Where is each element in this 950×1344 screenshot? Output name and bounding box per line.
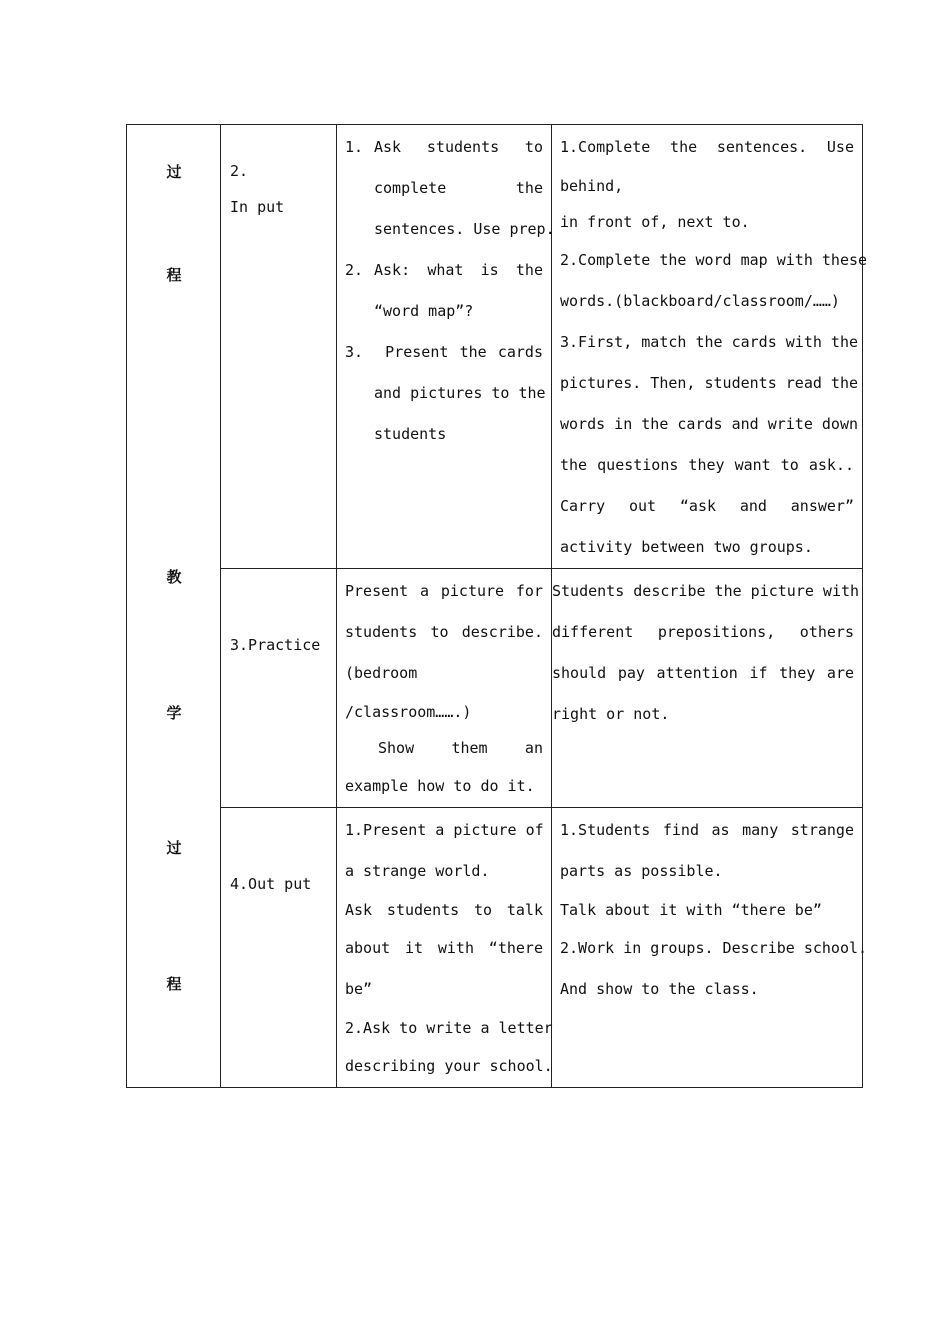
side-char: 程 bbox=[166, 266, 182, 284]
text-line: (bedroom bbox=[345, 664, 418, 682]
item-number: 1. bbox=[345, 138, 364, 156]
stage-cell bbox=[221, 808, 337, 1088]
text-line: 2.Ask to write a letter bbox=[345, 1019, 553, 1037]
stage-number: 2. bbox=[230, 162, 249, 180]
text-line: And show to the class. bbox=[560, 980, 759, 998]
text-line: words.(blackboard/classroom/……) bbox=[560, 292, 840, 310]
student-activity-cell bbox=[552, 569, 863, 808]
stage-label bbox=[221, 808, 336, 902]
side-char: 过 bbox=[166, 163, 182, 181]
text-line: Ask: what is the bbox=[374, 261, 543, 279]
side-char: 过 bbox=[166, 839, 182, 857]
text-line: 1.Complete the sentences. Use bbox=[560, 138, 854, 156]
text-line: 1.Students find as many strange bbox=[560, 821, 854, 839]
text-line: Ask students to talk bbox=[345, 901, 543, 919]
list-item bbox=[345, 127, 555, 250]
stage-label bbox=[221, 125, 336, 225]
text-line: activity between two groups. bbox=[560, 538, 813, 556]
text-line: Talk about it with “there be” bbox=[560, 901, 822, 919]
text-line: /classroom…….) bbox=[345, 703, 472, 721]
text-line: different prepositions, others bbox=[552, 623, 854, 641]
text-line: the questions they want to ask.. bbox=[560, 456, 854, 474]
lesson-plan-table bbox=[126, 124, 868, 1088]
side-label-cell bbox=[127, 125, 221, 1088]
side-char: 程 bbox=[166, 975, 182, 993]
text-line: complete the bbox=[374, 179, 543, 197]
text-line: “word map”? bbox=[374, 302, 474, 320]
list-item bbox=[345, 332, 546, 455]
stage-name: 3.Practice bbox=[230, 636, 321, 654]
text-line: parts as possible. bbox=[560, 862, 723, 880]
teacher-activity-cell bbox=[337, 569, 552, 808]
text-line: should pay attention if they are bbox=[552, 664, 854, 682]
text-line: 3.First, match the cards with the bbox=[560, 333, 859, 351]
text-line: Present a picture for bbox=[345, 582, 543, 600]
table-row-output bbox=[127, 808, 863, 1088]
text-line: 1.Present a picture of bbox=[345, 821, 544, 839]
text-line: right or not. bbox=[552, 705, 670, 723]
stage-cell bbox=[221, 569, 337, 808]
text-line: behind, bbox=[560, 177, 624, 195]
text-line: in front of, next to. bbox=[560, 213, 750, 231]
table-row-input bbox=[127, 125, 863, 569]
text-line: Show them an bbox=[378, 739, 543, 757]
text-line: Carry out “ask and answer” bbox=[560, 497, 854, 515]
student-activity-cell bbox=[552, 125, 868, 569]
item-number: 3. bbox=[345, 343, 364, 361]
student-activity bbox=[552, 569, 862, 735]
teacher-activity bbox=[337, 569, 551, 807]
text-line: pictures. Then, students read the bbox=[560, 374, 859, 392]
stage-name: In put bbox=[230, 198, 285, 216]
list-item bbox=[345, 250, 543, 332]
stage-label bbox=[221, 569, 336, 663]
text-line: Ask students to bbox=[374, 138, 543, 156]
text-line: describing your school. bbox=[345, 1057, 553, 1075]
teacher-activity-cell bbox=[337, 808, 552, 1088]
stage-cell bbox=[221, 125, 337, 569]
student-activity bbox=[552, 125, 868, 568]
text-line: sentences. Use prep. bbox=[374, 220, 555, 238]
student-activity-cell bbox=[552, 808, 868, 1088]
teacher-activity bbox=[337, 808, 551, 1087]
text-line: about it with “there bbox=[345, 939, 543, 957]
text-line: and pictures to the bbox=[374, 384, 546, 402]
text-line: Present the cards bbox=[374, 343, 543, 361]
text-line: be” bbox=[345, 980, 373, 998]
text-line: Students describe the picture with bbox=[552, 582, 860, 600]
stage-name: 4.Out put bbox=[230, 875, 312, 893]
text-line: students to describe. bbox=[345, 623, 543, 641]
teacher-activity bbox=[337, 125, 555, 455]
student-activity bbox=[552, 808, 868, 1010]
table-row-practice bbox=[127, 569, 863, 808]
text-line: a strange world. bbox=[345, 862, 490, 880]
text-line: 2.Work in groups. Describe school. bbox=[560, 939, 868, 957]
side-char: 教 bbox=[166, 568, 182, 586]
text-line: students bbox=[374, 425, 447, 443]
text-line: 2.Complete the word map with these bbox=[560, 251, 868, 269]
text-line: example how to do it. bbox=[345, 777, 535, 795]
text-line: words in the cards and write down bbox=[560, 415, 859, 433]
side-char: 学 bbox=[166, 704, 182, 722]
item-number: 2. bbox=[345, 261, 364, 279]
teacher-activity-cell bbox=[337, 125, 555, 569]
